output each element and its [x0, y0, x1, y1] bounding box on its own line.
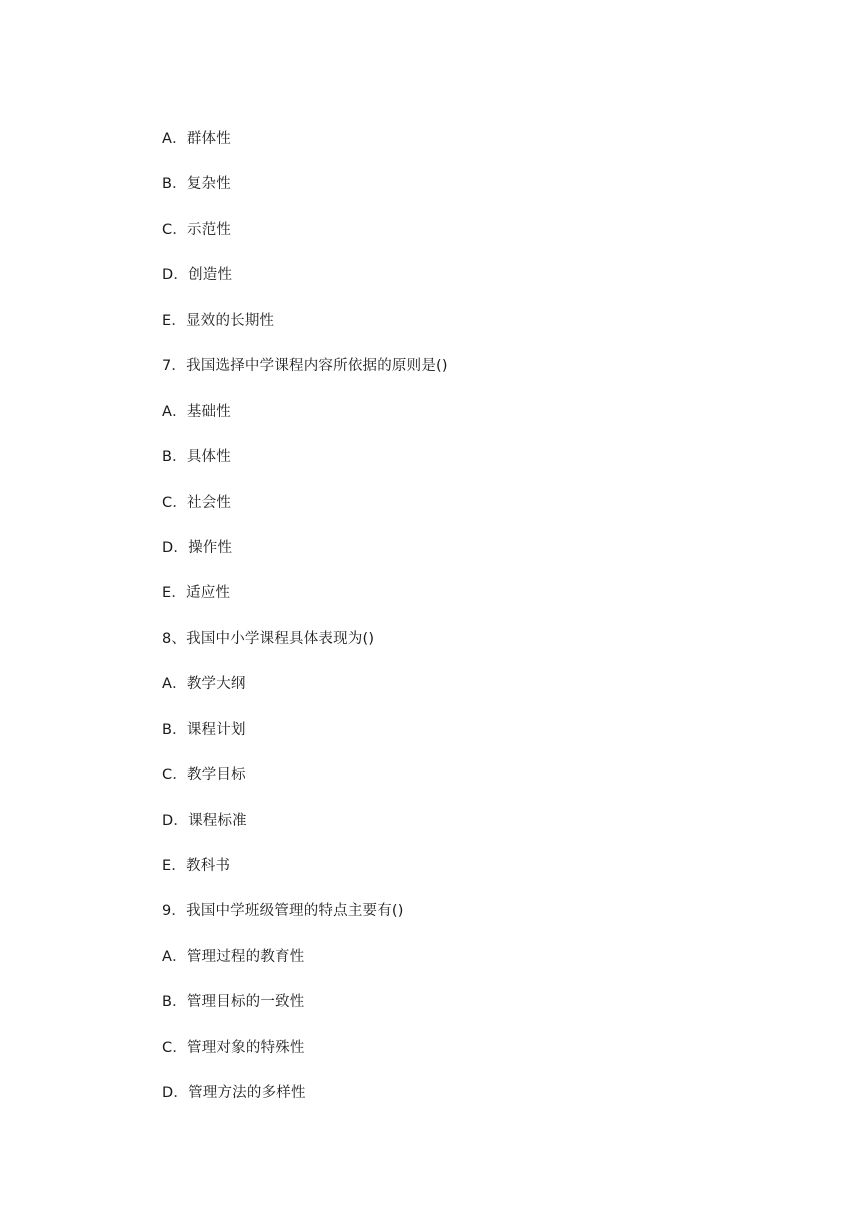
option-line: C．示范性 — [162, 221, 232, 238]
option-line: E．教科书 — [162, 858, 231, 874]
option-line: A．管理过程的教育性 — [162, 948, 305, 965]
option-line: D．创造性 — [162, 267, 233, 284]
question-line: 9．我国中学班级管理的特点主要有() — [162, 903, 404, 920]
option-line: B．具体性 — [162, 449, 231, 466]
option-line: A．群体性 — [162, 131, 231, 147]
option-line: C．社会性 — [162, 494, 232, 511]
question-line: 8、我国中小学课程具体表现为() — [162, 630, 375, 647]
option-line: B．复杂性 — [162, 176, 231, 193]
option-line: D．操作性 — [162, 539, 233, 556]
option-line: B．管理目标的一致性 — [162, 994, 305, 1011]
question-line: 7．我国选择中学课程内容所依据的原则是() — [162, 358, 448, 375]
option-line: D．课程标准 — [162, 812, 247, 829]
option-line: D．管理方法的多样性 — [162, 1085, 306, 1102]
option-line: A．教学大纲 — [162, 676, 246, 693]
option-line: C．教学目标 — [162, 767, 246, 784]
question-list — [162, 125, 802, 1125]
option-line: A．基础性 — [162, 403, 231, 420]
option-line: E．适应性 — [162, 585, 231, 602]
option-line: B．课程计划 — [162, 721, 246, 738]
option-line: E．显效的长期性 — [162, 312, 275, 329]
option-line: C．管理对象的特殊性 — [162, 1039, 305, 1056]
